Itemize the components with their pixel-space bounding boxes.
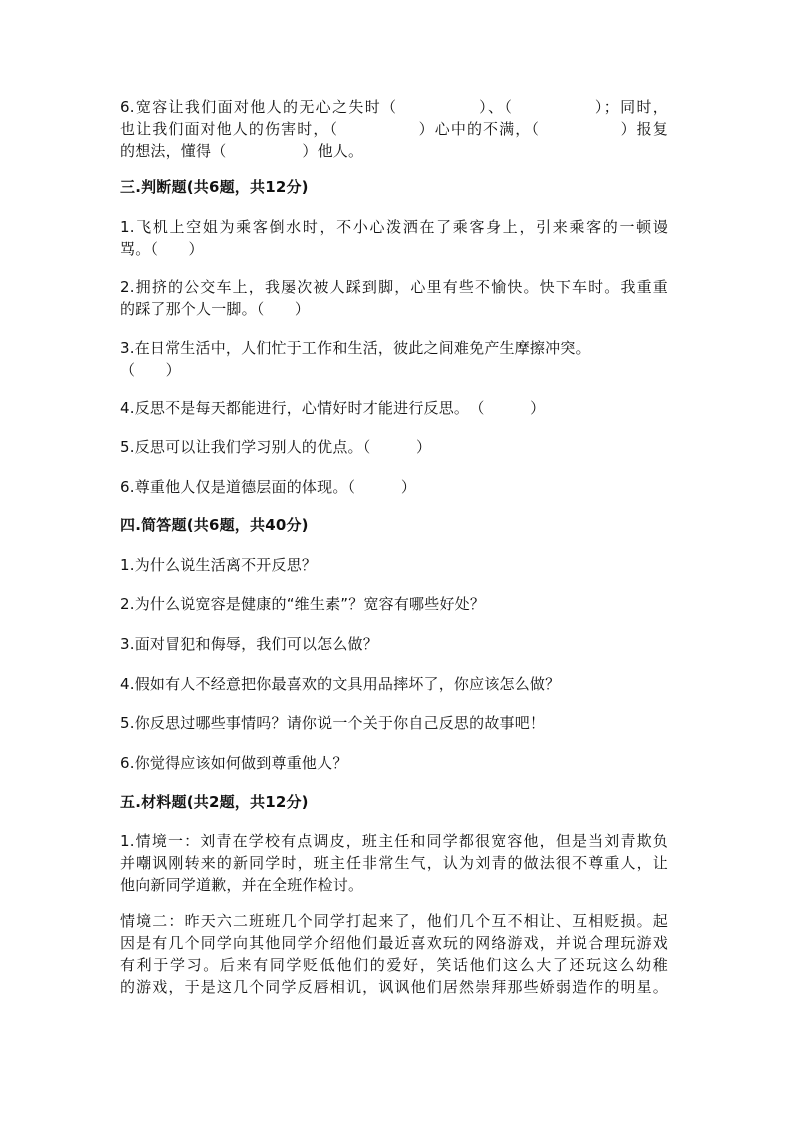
short-answer-question-5: 5.你反思过哪些事情吗？请你说一个关于你自己反思的故事吧！ — [120, 714, 546, 732]
question-line: 的想法，懂得（ ）他人。 — [120, 142, 364, 160]
judgement-question-5: 5.反思可以让我们学习别人的优点。（ ） — [120, 438, 432, 456]
material-scenario-1 — [120, 830, 668, 896]
short-answer-question-3: 3.面对冒犯和侮辱，我们可以怎么做？ — [120, 635, 378, 653]
scenario-line: 有利于学习。后来有同学贬低他们的爱好，笑话他们这么大了还玩这么幼稚 — [120, 956, 668, 974]
question-line: 2.拥挤的公交车上，我屡次被人踩到脚，心里有些不愉快。快下车时。我重重 — [120, 278, 668, 296]
scenario-line: 情境二：昨天六二班班几个同学打起来了，他们几个互不相让、互相贬损。起 — [120, 912, 668, 930]
question-line: 1.飞机上空姐为乘客倒水时，不小心泼洒在了乘客身上，引来乘客的一顿谩 — [120, 218, 668, 236]
section-heading-judgement: 三.判断题(共6题，共12分) — [120, 178, 309, 196]
short-answer-question-6: 6.你觉得应该如何做到尊重他人？ — [120, 754, 348, 772]
judgement-question-1 — [120, 216, 668, 260]
material-scenario-2 — [120, 910, 668, 998]
fill-blank-question-6 — [120, 96, 668, 162]
judgement-question-4: 4.反思不是每天都能进行，心情好时才能进行反思。 （ ） — [120, 399, 546, 417]
question-line: 也让我们面对他人的伤害时，（ ）心中的不满，（ ）报复 — [120, 120, 668, 138]
question-line: 6.宽容让我们面对他人的无心之失时（ ）、（ ）；同时， — [120, 98, 668, 116]
question-line: 3.在日常生活中，人们忙于工作和生活，彼此之间难免产生摩擦冲突。 — [120, 339, 591, 357]
question-line: 骂。（ ） — [120, 240, 204, 258]
scenario-line: 因是有几个同学向其他同学介绍他们最近喜欢玩的网络游戏，并说合理玩游戏 — [120, 934, 668, 952]
section-heading-material: 五.材料题(共2题，共12分) — [120, 793, 309, 811]
judgement-question-6: 6.尊重他人仅是道德层面的体现。（ ） — [120, 478, 417, 496]
scenario-line: 1.情境一：刘青在学校有点调皮，班主任和同学都很宽容他，但是当刘青欺负 — [120, 832, 668, 850]
question-line: （ ） — [120, 361, 181, 379]
section-heading-short-answer: 四.简答题(共6题，共40分) — [120, 516, 309, 534]
short-answer-question-4: 4.假如有人不经意把你最喜欢的文具用品摔坏了，你应该怎么做？ — [120, 675, 561, 693]
short-answer-question-1: 1.为什么说生活离不开反思？ — [120, 556, 318, 574]
judgement-question-3 — [120, 337, 668, 381]
scenario-line: 并嘲讽刚转来的新同学时，班主任非常生气，认为刘青的做法很不尊重人，让 — [120, 854, 668, 872]
short-answer-question-2: 2.为什么说宽容是健康的“维生素”？宽容有哪些好处？ — [120, 595, 486, 613]
scenario-line: 他向新同学道歉，并在全班作检讨。 — [120, 876, 364, 894]
judgement-question-2 — [120, 276, 668, 320]
question-line: 的踩了那个人一脚。（ ） — [120, 300, 311, 318]
scenario-line: 的游戏，于是这几个同学反唇相讥，讽讽他们居然崇拜那些娇弱造作的明星。 — [120, 978, 668, 996]
